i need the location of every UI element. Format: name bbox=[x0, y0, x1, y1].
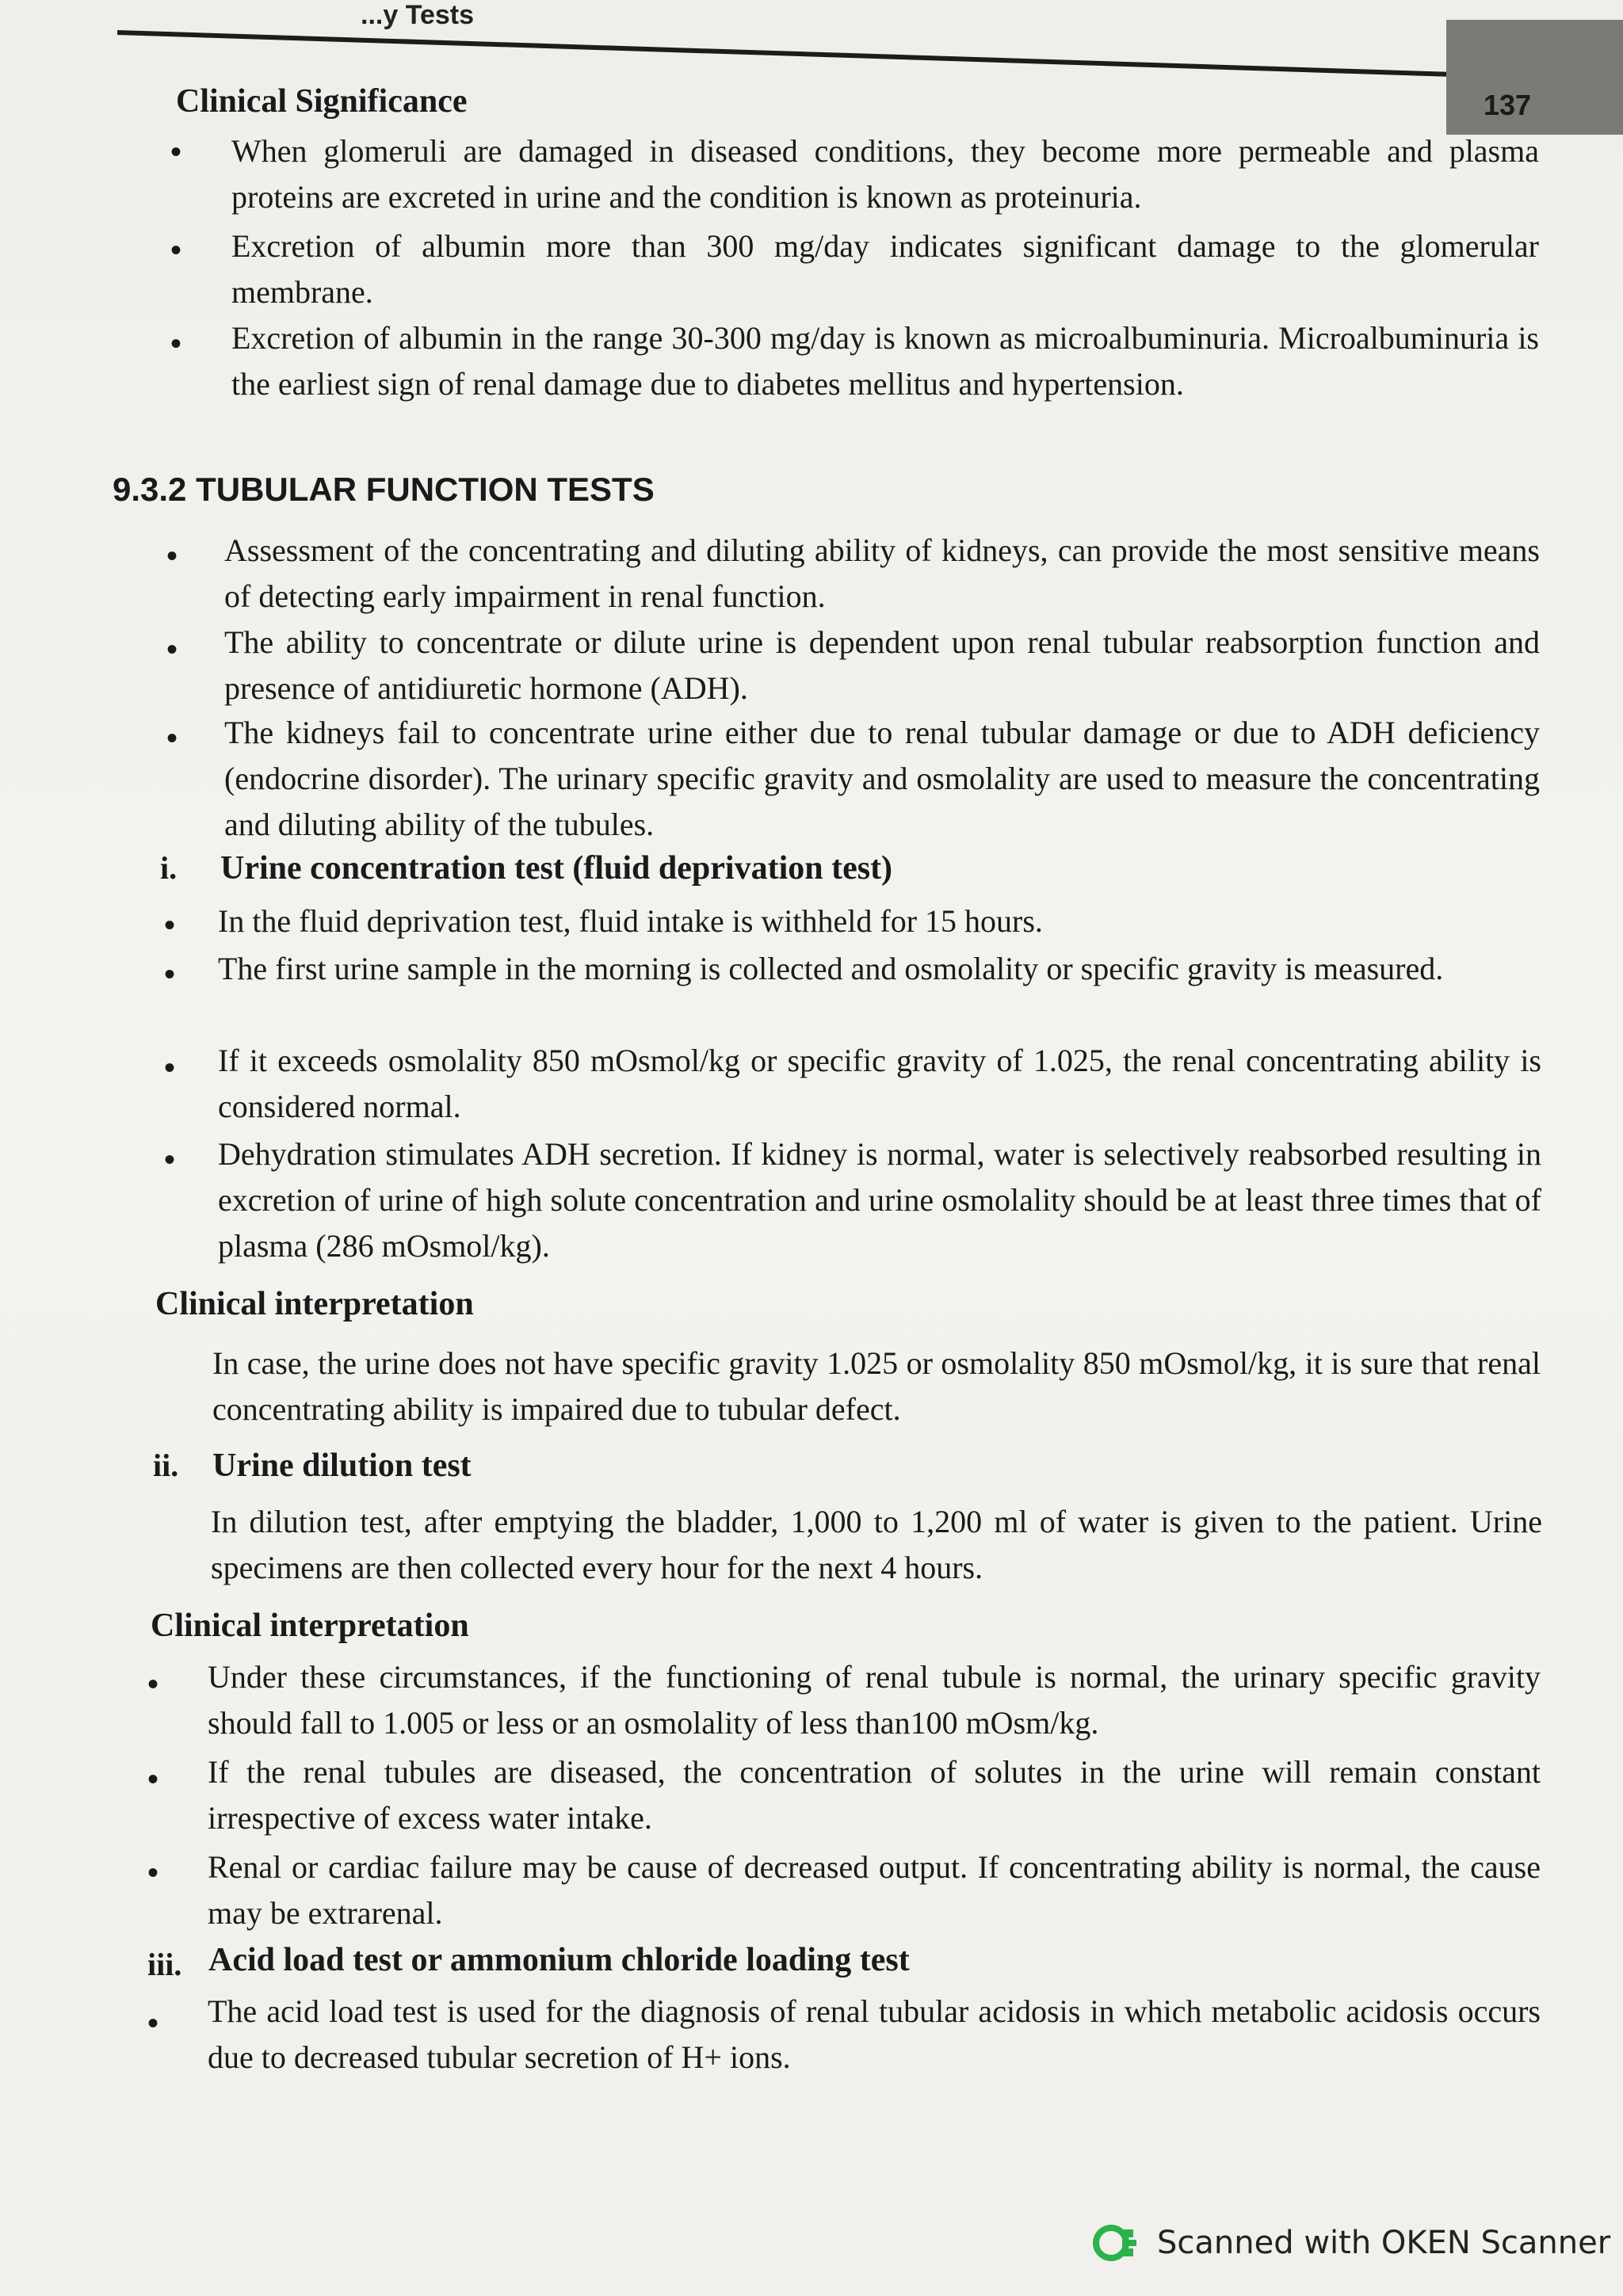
scanner-text: Scanned with OKEN Scanner bbox=[1157, 2225, 1611, 2261]
test-3-title: Acid load test or ammonium chloride loading test bbox=[208, 1942, 910, 1978]
test-2-interpretation-heading: Clinical interpretation bbox=[151, 1608, 469, 1644]
bullet-dot: • bbox=[147, 2005, 159, 2041]
bullet-dot: • bbox=[164, 1050, 176, 1085]
section-title: 9.3.2 TUBULAR FUNCTION TESTS bbox=[113, 471, 655, 508]
bullet-dot: • bbox=[147, 1761, 159, 1797]
test-1-title: Urine concentration test (fluid deprivation test) bbox=[220, 850, 893, 887]
test-1-numeral: i. bbox=[160, 850, 178, 886]
clinical-bullet-1: When glomeruli are damaged in diseased conditions, they become more permeable and plasma proteins are excreted in urine and the condition is known as proteinuria. bbox=[231, 133, 1539, 215]
test-1-bullet-1: In the fluid deprivation test, fluid intake is withheld for 15 hours. bbox=[218, 903, 1043, 939]
test-1-bullet-3: If it exceeds osmolality 850 mOsmol/kg or specific gravity of 1.025, the renal concentrating ability is considered normal. bbox=[218, 1043, 1541, 1124]
test-2-bullet-2: If the renal tubules are diseased, the concentration of solutes in the urine will remain constant irrespective of excess water intake. bbox=[208, 1754, 1541, 1836]
bullet-dot: • bbox=[164, 907, 176, 943]
test-1-bullet-2: The first urine sample in the morning is collected and osmolality or specific gravity is measured. bbox=[218, 951, 1444, 986]
section-bullet-1: Assessment of the concentrating and diluting ability of kidneys, can provide the most sensitive means of detecting early impairment in renal function. bbox=[224, 532, 1540, 614]
page-number-tab bbox=[1446, 20, 1623, 135]
bullet-dot: • bbox=[166, 720, 178, 756]
test-2-title: Urine dilution test bbox=[212, 1447, 472, 1484]
test-1-bullet-4: Dehydration stimulates ADH secretion. If kidney is normal, water is selectively reabsorbed resulting in excretion of urine of high solute concentration and urine osmolality should be at least three times that of plasma (286 mOsmol/kg). bbox=[218, 1136, 1541, 1264]
test-3-numeral: iii. bbox=[147, 1947, 182, 1982]
header-rule bbox=[117, 30, 1464, 77]
scanner-watermark bbox=[1092, 2222, 1610, 2264]
test-2-bullet-1: Under these circumstances, if the functioning of renal tubule is normal, the urinary specific gravity should fall to 1.005 or less or an osmolality of less than100 mOsm/kg. bbox=[208, 1659, 1541, 1741]
bullet-dot: • bbox=[166, 631, 178, 667]
bullet-dot: • bbox=[170, 232, 182, 268]
page-number: 137 bbox=[1484, 89, 1532, 121]
test-1-interpretation-heading: Clinical interpretation bbox=[155, 1286, 474, 1322]
bullet-dot: • bbox=[164, 1142, 176, 1177]
bullet-dot: • bbox=[170, 134, 182, 170]
bullet-dot: • bbox=[166, 538, 178, 574]
test-1-interpretation-text: In case, the urine does not have specific gravity 1.025 or osmolality 850 mOsmol/kg, it is sure that renal concentrating ability is impaired due to tubular defect. bbox=[212, 1345, 1541, 1427]
clinical-bullet-2: Excretion of albumin more than 300 mg/day indicates significant damage to the glomerular membrane. bbox=[231, 228, 1539, 310]
section-bullet-3: The kidneys fail to concentrate urine either due to renal tubular damage or due to ADH deficiency (endocrine disorder). The urinary specific gravity and osmolality are used to measure the concentrating and diluting ability of the tubules. bbox=[224, 715, 1540, 842]
bullet-dot: • bbox=[147, 1666, 159, 1702]
clinical-bullet-3: Excretion of albumin in the range 30-300 mg/day is known as microalbuminuria. Microalbuminuria is the earliest sign of renal damage due to diabetes mellitus and hypertension. bbox=[231, 320, 1539, 402]
test-3-bullet-1: The acid load test is used for the diagnosis of renal tubular acidosis in which metabolic acidosis occurs due to decreased tubular secretion of H+ ions. bbox=[208, 1993, 1541, 2075]
test-2-numeral: ii. bbox=[153, 1447, 179, 1483]
oken-scanner-logo-icon bbox=[1092, 2222, 1143, 2264]
section-bullet-2: The ability to concentrate or dilute urine is dependent upon renal tubular reabsorption function and presence of antidiuretic hormone (ADH). bbox=[224, 624, 1540, 706]
bullet-dot: • bbox=[164, 956, 176, 992]
clinical-significance-heading: Clinical Significance bbox=[176, 83, 468, 120]
test-2-bullet-3: Renal or cardiac failure may be cause of decreased output. If concentrating ability is normal, the cause may be extrarenal. bbox=[208, 1849, 1541, 1931]
running-header: ...y Tests bbox=[361, 0, 474, 30]
test-2-text: In dilution test, after emptying the bladder, 1,000 to 1,200 ml of water is given to the patient. Urine specimens are then collected every hour for the next 4 hours. bbox=[211, 1504, 1542, 1585]
bullet-dot: • bbox=[170, 326, 182, 361]
bullet-dot: • bbox=[147, 1855, 159, 1890]
